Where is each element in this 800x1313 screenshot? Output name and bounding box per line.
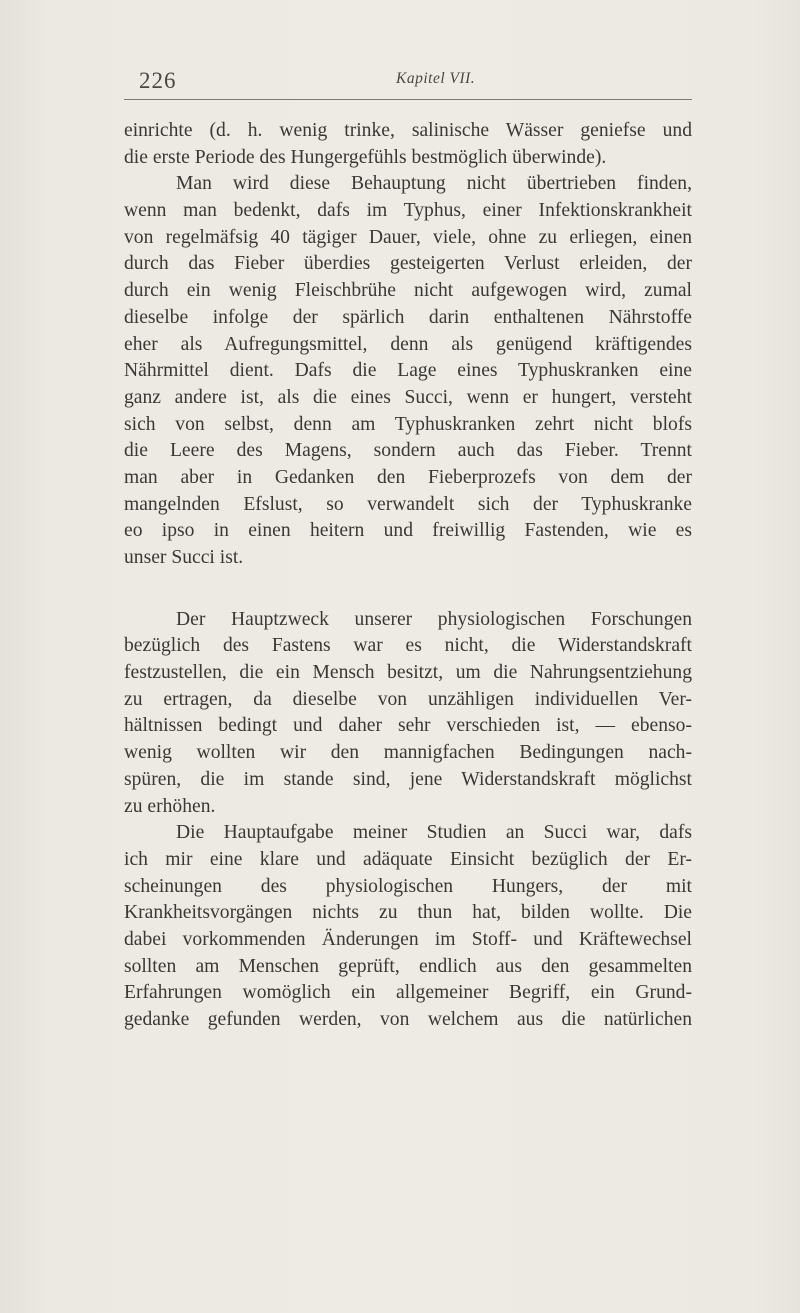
paragraph-2 — [124, 171, 692, 571]
text-line: zu ertragen, da dieselbe von unzähligen individuellen Ver- — [124, 688, 692, 710]
page-number: 226 — [139, 68, 177, 93]
text-line: ich mir eine klare und adäquate Einsicht bezüglich der Er- — [124, 848, 692, 870]
text-line: mangelnden Efslust, so verwandelt sich der Typhuskranke — [124, 493, 692, 515]
paragraph-3 — [124, 607, 692, 821]
text-line: durch ein wenig Fleischbrühe nicht aufgewogen wird, zumal — [124, 280, 692, 302]
text-line: die erste Periode des Hungergefühls bestmöglich überwinde). — [124, 146, 607, 168]
text-line: durch das Fieber überdies gesteigerten Verlust erleiden, der — [124, 253, 692, 275]
text-line: wenig wollten wir den mannigfachen Bedingungen nach- — [124, 742, 692, 764]
text-line: man aber in Gedanken den Fieberprozefs von dem der — [124, 466, 692, 488]
text-line: zu erhöhen. — [124, 795, 216, 817]
text-line: Der Hauptzweck unserer physiologischen Forschungen — [176, 608, 692, 630]
text-line: die Leere des Magens, sondern auch das Fieber. Trennt — [124, 440, 692, 462]
text-line: unser Succi ist. — [124, 547, 244, 568]
text-line: Nährmittel dient. Dafs die Lage eines Typhuskranken eine — [124, 360, 692, 382]
text-line: hältnissen bedingt und daher sehr verschieden ist, — ebenso- — [124, 715, 692, 737]
header-rule — [124, 99, 692, 100]
page-header — [124, 56, 692, 96]
paragraph-4 — [124, 820, 692, 1034]
text-line: gedanke gefunden werden, von welchem aus die natürlichen — [124, 1009, 692, 1030]
text-line: spüren, die im stande sind, jene Widerstandskraft möglichst — [124, 768, 692, 790]
text-line: eher als Aufregungsmittel, denn als genügend kräftigendes — [124, 333, 692, 355]
text-line: Erfahrungen womöglich ein allgemeiner Begriff, ein Grund- — [124, 982, 692, 1004]
running-head: Kapitel VII. — [396, 70, 476, 87]
body-text — [124, 118, 692, 1034]
text-line: dieselbe infolge der spärlich darin enthaltenen Nährstoffe — [124, 306, 692, 328]
text-line: sich von selbst, denn am Typhuskranken zehrt nicht blofs — [124, 413, 692, 435]
text-line: Krankheitsvorgängen nichts zu thun hat, bilden wollte. Die — [124, 902, 692, 924]
text-line: scheinungen des physiologischen Hungers, der mit — [124, 875, 692, 897]
text-line: Man wird diese Behauptung nicht übertrieben finden, — [176, 173, 692, 195]
text-line: dabei vorkommenden Änderungen im Stoff- und Kräftewechsel — [124, 928, 692, 950]
text-line: wenn man bedenkt, dafs im Typhus, einer Infektionskrankheit — [124, 200, 692, 222]
text-line: Die Hauptaufgabe meiner Studien an Succi war, dafs — [176, 822, 692, 844]
paragraph-gap — [124, 572, 692, 607]
paragraph-1 — [124, 118, 692, 171]
text-line: festzustellen, die ein Mensch besitzt, um die Nahrungsentziehung — [124, 662, 692, 684]
text-line: sollten am Menschen geprüft, endlich aus den gesammelten — [124, 955, 692, 977]
text-line: bezüglich des Fastens war es nicht, die Widerstandskraft — [124, 635, 692, 657]
text-line: von regelmäfsig 40 tägiger Dauer, viele, ohne zu erliegen, einen — [124, 226, 692, 248]
text-line: eo ipso in einen heitern und freiwillig Fastenden, wie es — [124, 520, 692, 542]
text-line: ganz andere ist, als die eines Succi, wenn er hungert, versteht — [124, 386, 692, 408]
text-line: einrichte (d. h. wenig trinke, salinische Wässer geniefse und — [124, 120, 692, 141]
